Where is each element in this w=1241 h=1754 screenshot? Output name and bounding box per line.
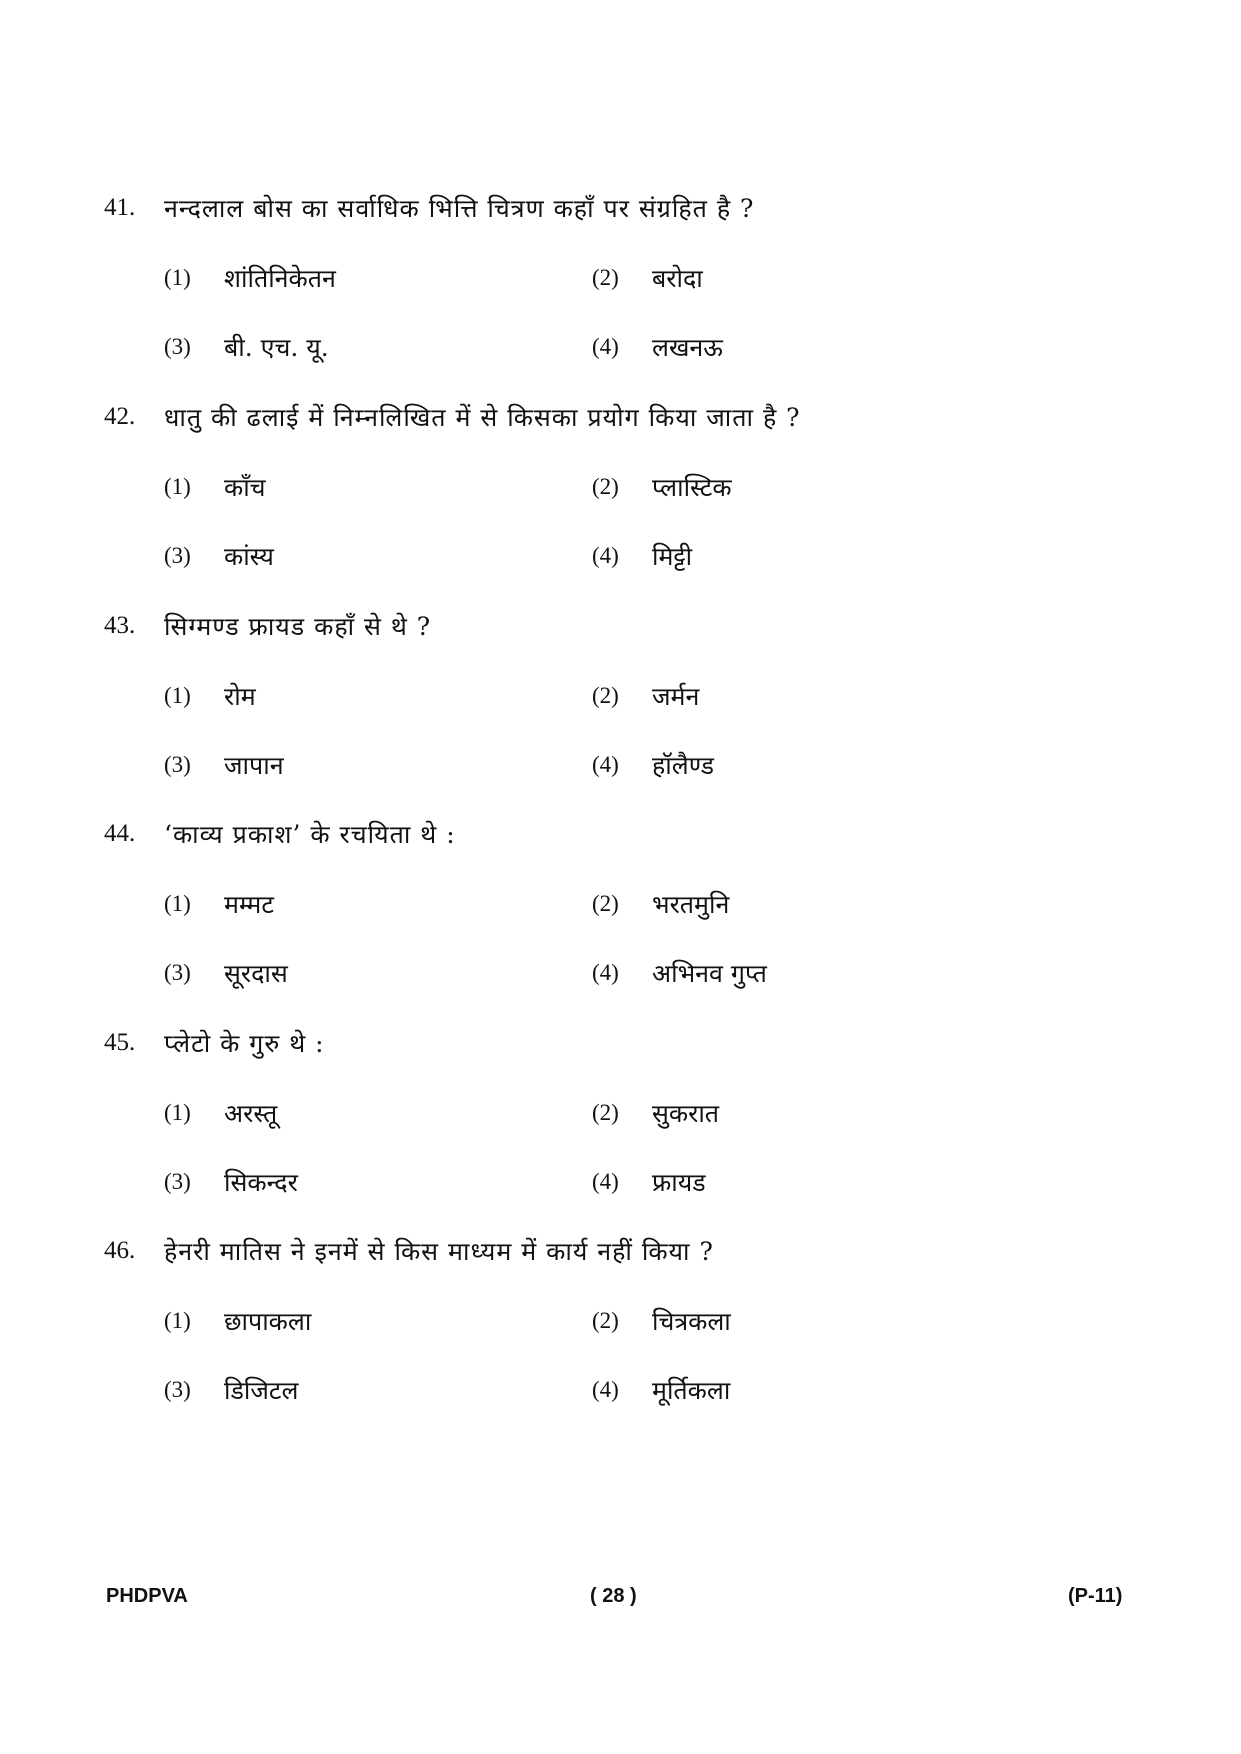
option-number: (4) (592, 1169, 619, 1194)
option-number: (3) (164, 334, 191, 359)
question-stem (104, 186, 754, 230)
option-text: जर्मन (652, 682, 700, 711)
option-text: प्लास्टिक (652, 473, 732, 502)
question-stem (104, 1021, 325, 1065)
question-42 (0, 395, 1241, 595)
option-4 (592, 536, 692, 576)
option-text: बी. एच. यू. (224, 333, 329, 362)
option-text: फ्रायड (652, 1168, 706, 1197)
option-number: (3) (164, 543, 191, 568)
option-text: अरस्तू (224, 1099, 278, 1128)
option-text: डिजिटल (224, 1376, 299, 1405)
option-text: जापान (224, 751, 284, 780)
option-text: सूरदास (224, 959, 288, 988)
question-text: प्लेटो के गुरु थे : (164, 1029, 325, 1058)
question-number: 41. (104, 194, 136, 221)
option-3 (164, 536, 274, 576)
question-46 (0, 1229, 1241, 1429)
option-text: चित्रकला (652, 1307, 731, 1336)
option-1 (164, 1093, 277, 1133)
option-text: छापाकला (224, 1307, 312, 1336)
option-text: मम्मट (224, 890, 274, 919)
option-text: बरोदा (652, 264, 703, 293)
option-4 (592, 1162, 706, 1202)
option-text: शांतिनिकेतन (224, 264, 336, 293)
question-stem (104, 604, 431, 648)
option-3 (164, 1370, 298, 1410)
option-2 (592, 1301, 731, 1341)
option-4 (592, 745, 714, 785)
option-number: (4) (592, 1377, 619, 1402)
option-number: (2) (592, 1308, 619, 1333)
option-number: (2) (592, 474, 619, 499)
option-4 (592, 1370, 730, 1410)
question-43 (0, 604, 1241, 804)
question-text: नन्दलाल बोस का सर्वाधिक भित्ति चित्रण कहाँ पर संग्रहित है ? (164, 194, 755, 223)
question-44 (0, 812, 1241, 1012)
option-3 (164, 745, 284, 785)
question-text: धातु की ढलाई में निम्नलिखित में से किसका प्रयोग किया जाता है ? (164, 403, 801, 432)
set-code: (P-11) (1068, 1585, 1123, 1607)
question-stem (104, 1229, 714, 1273)
question-41 (0, 186, 1241, 386)
option-text: मूर्तिकला (652, 1376, 731, 1405)
question-45 (0, 1021, 1241, 1221)
question-stem (104, 395, 801, 439)
option-number: (3) (164, 1169, 191, 1194)
option-3 (164, 1162, 298, 1202)
option-4 (592, 327, 723, 367)
option-2 (592, 884, 729, 924)
page-footer (0, 1585, 1241, 1615)
option-number: (2) (592, 1100, 619, 1125)
option-text: मिट्टी (652, 542, 693, 571)
option-number: (4) (592, 334, 619, 359)
option-1 (164, 258, 336, 298)
option-text: अभिनव गुप्त (652, 959, 767, 988)
question-number: 42. (104, 403, 136, 430)
option-number: (4) (592, 752, 619, 777)
question-number: 45. (104, 1029, 136, 1056)
option-4 (592, 953, 767, 993)
page-number: ( 28 ) (590, 1585, 637, 1607)
option-text: कांस्य (224, 542, 274, 571)
question-stem (104, 812, 456, 856)
option-2 (592, 676, 699, 716)
question-number: 46. (104, 1237, 136, 1264)
option-number: (3) (164, 1377, 191, 1402)
option-2 (592, 258, 703, 298)
question-text: हेनरी मातिस ने इनमें से किस माध्यम में कार्य नहीं किया ? (164, 1237, 714, 1266)
question-number: 43. (104, 612, 136, 639)
option-number: (1) (164, 683, 191, 708)
option-3 (164, 953, 288, 993)
option-number: (4) (592, 960, 619, 985)
option-text: रोम (224, 682, 256, 711)
option-text: सुकरात (652, 1099, 720, 1128)
option-text: लखनऊ (652, 333, 723, 362)
option-number: (2) (592, 683, 619, 708)
option-2 (592, 467, 732, 507)
option-text: सिकन्दर (224, 1168, 298, 1197)
option-1 (164, 676, 256, 716)
option-1 (164, 884, 274, 924)
option-2 (592, 1093, 719, 1133)
option-text: हॉलैण्ड (652, 751, 714, 780)
option-number: (1) (164, 1100, 191, 1125)
option-number: (1) (164, 474, 191, 499)
option-number: (2) (592, 265, 619, 290)
option-1 (164, 1301, 311, 1341)
option-text: काँच (224, 473, 266, 502)
question-text: ‘काव्य प्रकाश’ के रचयिता थे : (164, 820, 456, 849)
question-number: 44. (104, 820, 136, 847)
option-text: भरतमुनि (652, 890, 730, 919)
option-1 (164, 467, 266, 507)
paper-code: PHDPVA (106, 1585, 188, 1607)
option-number: (4) (592, 543, 619, 568)
question-text: सिग्मण्ड फ्रायड कहाँ से थे ? (164, 612, 432, 641)
option-number: (2) (592, 891, 619, 916)
option-3 (164, 327, 329, 367)
option-number: (3) (164, 960, 191, 985)
option-number: (1) (164, 265, 191, 290)
option-number: (1) (164, 1308, 191, 1333)
option-number: (3) (164, 752, 191, 777)
option-number: (1) (164, 891, 191, 916)
